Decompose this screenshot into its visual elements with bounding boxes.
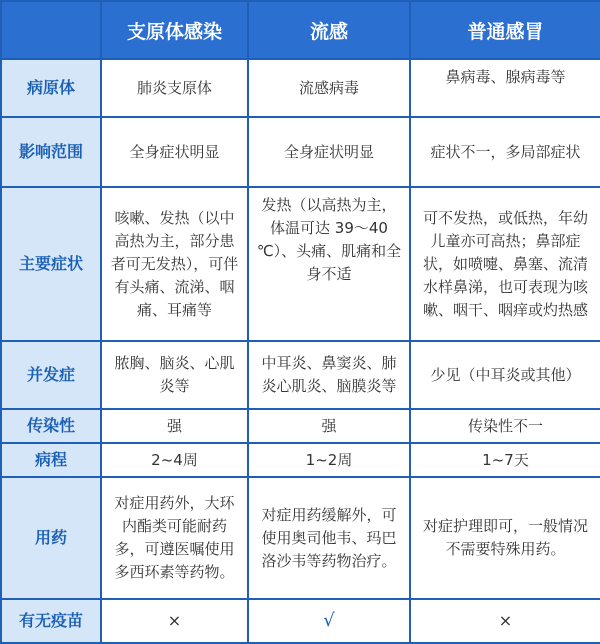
cell-medication-cold: 对症护理即可，一般情况不需要特殊用药。	[410, 477, 600, 599]
cell-complications-mycoplasma: 脓胸、脑炎、心肌炎等	[101, 341, 248, 409]
cell-scope-influenza: 全身症状明显	[248, 117, 410, 187]
cell-symptoms-cold: 可不发热，或低热，年幼儿童亦可高热；鼻部症状，如喷嚏、鼻塞、流清水样鼻涕，也可表现为咳嗽、咽干、咽痒或灼热感	[410, 187, 600, 341]
cell-symptoms-mycoplasma: 咳嗽、发热（以中高热为主，部分患者可无发热），可伴有头痛、流涕、咽痛、耳痛等	[101, 187, 248, 341]
cell-scope-cold: 症状不一，多局部症状	[410, 117, 600, 187]
cell-contagiousness-cold: 传染性不一	[410, 409, 600, 443]
cell-scope-mycoplasma: 全身症状明显	[101, 117, 248, 187]
cell-vaccine-influenza	[248, 599, 410, 643]
row-duration	[1, 443, 600, 477]
cell-complications-influenza: 中耳炎、鼻窦炎、肺炎心肌炎、脑膜炎等	[248, 341, 410, 409]
cell-medication-influenza: 对症用药缓解外，可使用奥司他韦、玛巴洛沙韦等药物治疗。	[248, 477, 410, 599]
cell-vaccine-mycoplasma	[101, 599, 248, 643]
row-label-duration: 病程	[1, 443, 101, 477]
checkmark-icon: √	[323, 610, 335, 631]
cell-duration-cold: 1~7天	[410, 443, 600, 477]
row-label-symptoms: 主要症状	[1, 187, 101, 341]
cell-symptoms-influenza: 发热（以高热为主，体温可达 39～40 ℃）、头痛、肌痛和全身不适	[248, 187, 410, 341]
cell-contagiousness-mycoplasma: 强	[101, 409, 248, 443]
row-contagiousness	[1, 409, 600, 443]
header-common-cold: 普通感冒	[410, 1, 600, 59]
row-label-pathogen: 病原体	[1, 59, 101, 117]
row-label-complications: 并发症	[1, 341, 101, 409]
row-pathogen	[1, 59, 600, 117]
header-corner	[1, 1, 101, 59]
row-symptoms	[1, 187, 600, 341]
cell-pathogen-cold: 鼻病毒、腺病毒等	[410, 59, 600, 117]
header-mycoplasma: 支原体感染	[101, 1, 248, 59]
cell-duration-mycoplasma: 2~4周	[101, 443, 248, 477]
row-label-medication: 用药	[1, 477, 101, 599]
row-label-contagiousness: 传染性	[1, 409, 101, 443]
header-row	[1, 1, 600, 59]
row-label-scope: 影响范围	[1, 117, 101, 187]
cross-icon: ×	[167, 611, 182, 630]
header-influenza: 流感	[248, 1, 410, 59]
cell-vaccine-cold	[410, 599, 600, 643]
cell-duration-influenza: 1~2周	[248, 443, 410, 477]
cell-pathogen-mycoplasma: 肺炎支原体	[101, 59, 248, 117]
row-complications	[1, 341, 600, 409]
cross-icon: ×	[498, 611, 513, 630]
cell-pathogen-influenza: 流感病毒	[248, 59, 410, 117]
row-medication	[1, 477, 600, 599]
cell-contagiousness-influenza: 强	[248, 409, 410, 443]
row-vaccine	[1, 599, 600, 643]
row-label-vaccine: 有无疫苗	[1, 599, 101, 643]
row-scope	[1, 117, 600, 187]
cell-complications-cold: 少见（中耳炎或其他）	[410, 341, 600, 409]
cell-medication-mycoplasma: 对症用药外，大环内酯类可能耐药多，可遵医嘱使用多西环素等药物。	[101, 477, 248, 599]
